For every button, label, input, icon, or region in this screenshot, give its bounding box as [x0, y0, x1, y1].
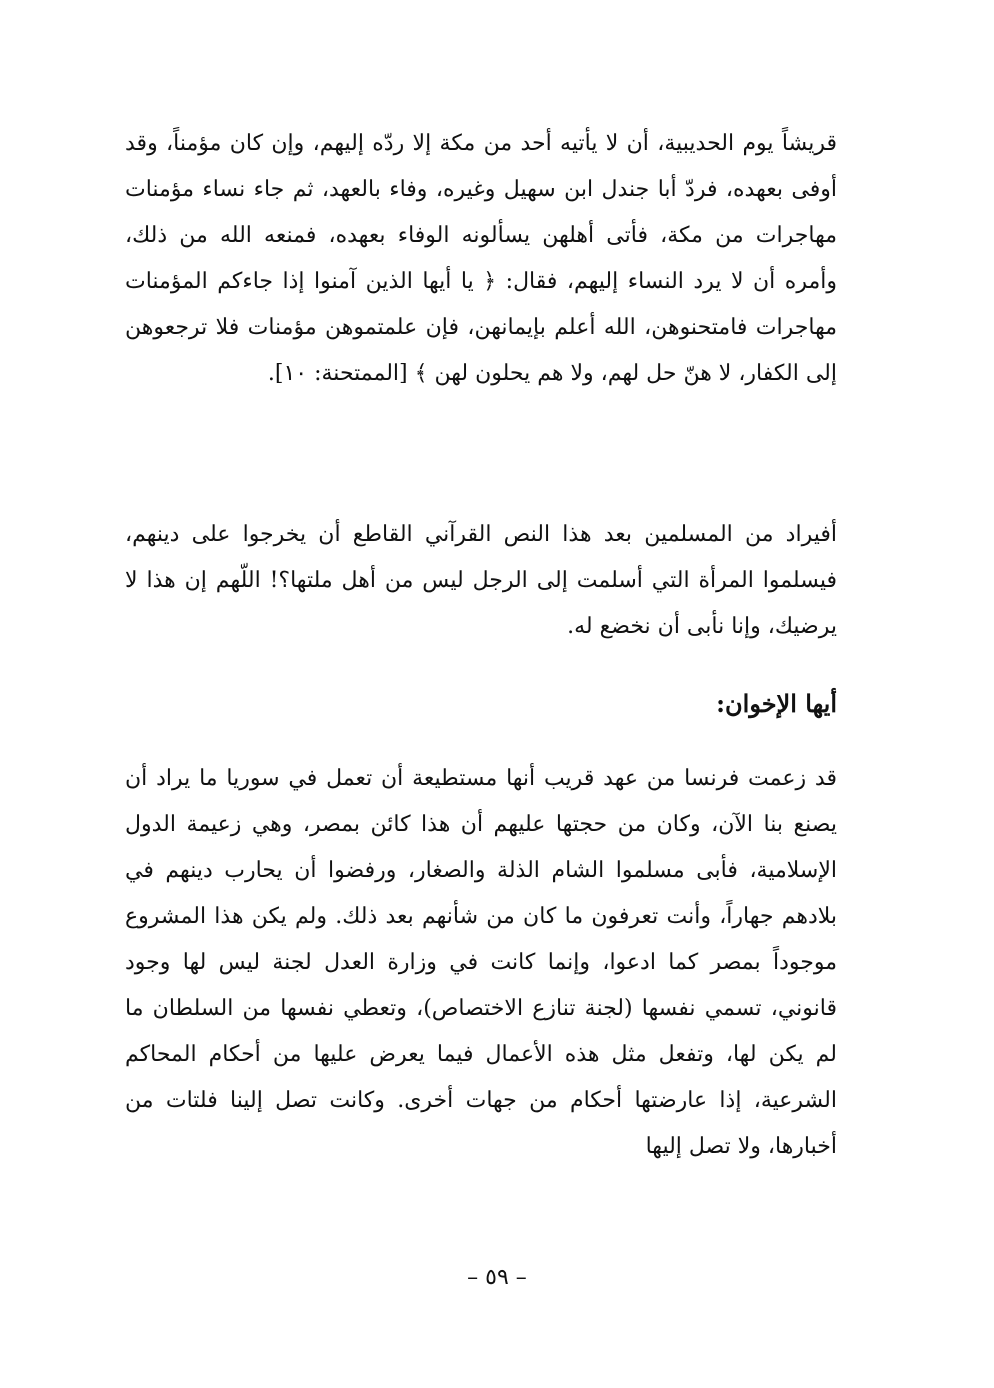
paragraph-france: قد زعمت فرنسا من عهد قريب أنها مستطيعة أن تعمل في سوريا ما يراد أن يصنع بنا الآن، وكان من حجتها عليهم أن هذا كائن بمصر، وهي زعيمة الدول الإسلامية، فأبى مسلموا الشام الذلة والصغار، ورفضوا أن يحارب دينهم في بلادهم جهاراً، وأنت تعرفون ما كان من شأنهم بعد ذلك. ولم يكن هذا المشروع موجوداً بمصر كما ادعوا، وإنما كانت في وزارة العدل لجنة ليس لها وجود قانوني، تسمي نفسها (لجنة تنازع الاختصاص)، وتعطي نفسها من السلطان ما لم يكن لها، وتفعل مثل هذه الأعمال فيما يعرض عليها من أحكام المحاكم الشرعية، إذا عارضتها أحكام من جهات أخرى. وكانت تصل إلينا فلتات من أخبارها، ولا تصل إليها — [125, 766, 837, 1159]
paragraph-block — [125, 121, 837, 397]
page-number: – ٥٩ – — [467, 1265, 527, 1290]
paragraph-treaty: قريشاً يوم الحديبية، أن لا يأتيه أحد من مكة إلا ردّه إليهم، وإن كان مؤمناً، وقد أوفى بعهده، فردّ أبا جندل ابن سهيل وغيره، وفاء بالعهد، ثم جاء نساء مؤمنات مهاجرات من مكة، فأتى أهلهن يسألونه الوفاء بعهده، فمنعه الله من ذلك، وأمره أن لا يرد النساء إليهم، فقال: ﴿ يا أيها الذين آمنوا إذا جاءكم المؤمنات مهاجرات فامتحنوهن، الله أعلم بإيمانهن، فإن علمتموهن مؤمنات فلا ترجعوهن إلى الكفار، لا هنّ حل لهم، ولا هم يحلون لهن ﴾ [الممتحنة: ١٠]. — [125, 131, 837, 386]
paragraph-block — [125, 512, 837, 650]
paragraph-objection: أفيراد من المسلمين بعد هذا النص القرآني القاطع أن يخرجوا على دينهم، فيسلموا المرأة التي أسلمت إلى الرجل ليس من أهل ملتها؟! اللّهم إن هذا لا يرضيك، وإنا نأبى أن نخضع له. — [125, 522, 837, 639]
section-heading: أيها الإخوان: — [716, 689, 837, 718]
paragraph-block — [125, 756, 837, 1170]
